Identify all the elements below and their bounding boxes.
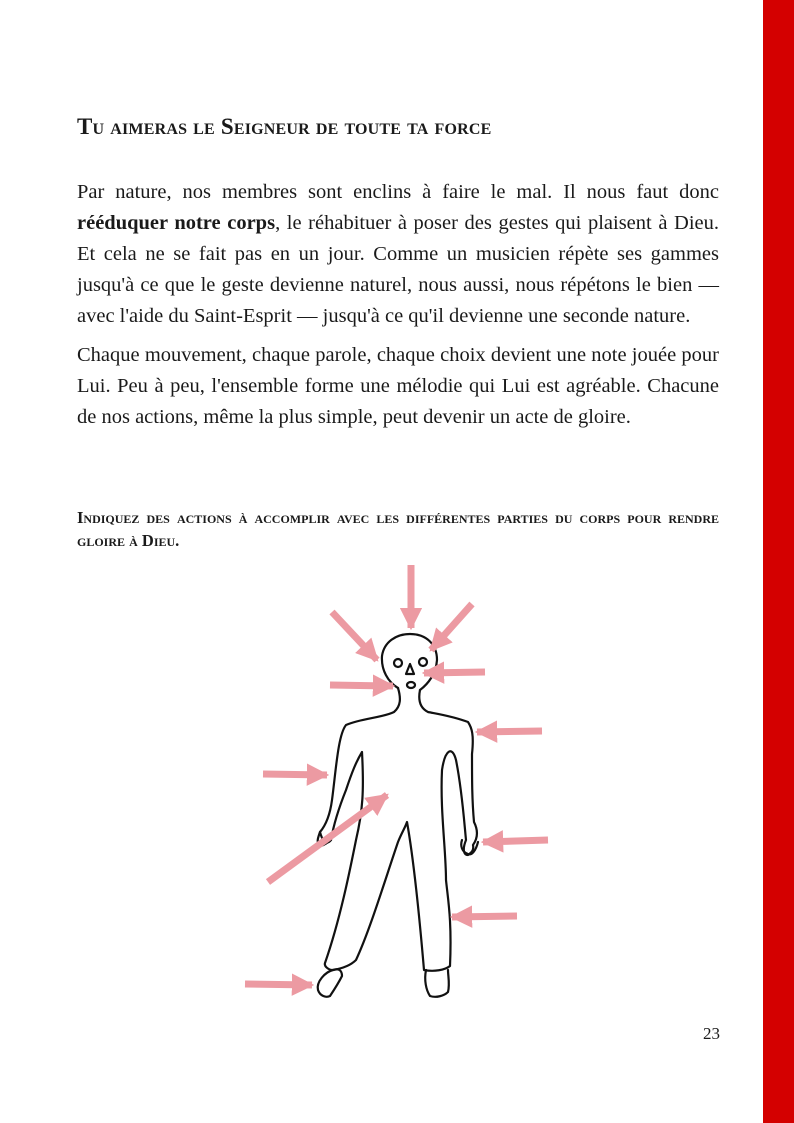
left-eye: [394, 659, 402, 667]
right-eye: [419, 658, 427, 666]
nose: [406, 664, 414, 674]
arrow-left-ear: [332, 612, 377, 660]
arrow-eyes: [424, 672, 485, 673]
arrow-left-arm: [263, 774, 327, 775]
arrows: [245, 565, 548, 985]
right-foot: [425, 970, 449, 997]
page-title: Tu aimeras le Seigneur de toute ta force: [77, 114, 492, 139]
arrow-heart: [268, 795, 387, 882]
arrow-mouth: [330, 685, 393, 686]
mouth: [407, 682, 415, 688]
paragraph-2: Chaque mouvement, chaque parole, chaque choix devient une note jouée pour Lui. Peu à peu, l'ensemble forme une mélodie qui Lui est agréable. Chacune de nos actions, même la plus simple, peut devenir un acte de gloire.: [77, 344, 719, 428]
paragraph-1-emphasis: rééduquer notre corps: [77, 212, 276, 234]
exercise-instruction: Indiquez des actions à accomplir avec les différentes parties du corps pour rendre gloire à Dieu.: [77, 508, 719, 550]
left-foot: [318, 969, 342, 997]
arrow-right-ear: [431, 604, 472, 650]
arrow-shoulder: [477, 731, 542, 732]
arrow-right-hand: [483, 840, 548, 842]
paragraph-1-start: Par nature, nos membres sont enclins à faire le mal. Il nous faut donc: [77, 181, 719, 203]
arrow-knee: [452, 916, 517, 917]
page-number: 23: [703, 1024, 720, 1043]
arrow-foot: [245, 984, 312, 985]
paragraph-1-end: , le réhabituer à poser des gestes qui plaisent à Dieu. Et cela ne se fait pas en un jour. Comme un musicien répète ses gammes jusqu'à ce que le geste devienne naturel, nous aussi, nous répétons le bien — avec l'aide du Saint-Esprit — jusqu'à ce qu'il devienne une seconde nature.: [77, 212, 719, 327]
